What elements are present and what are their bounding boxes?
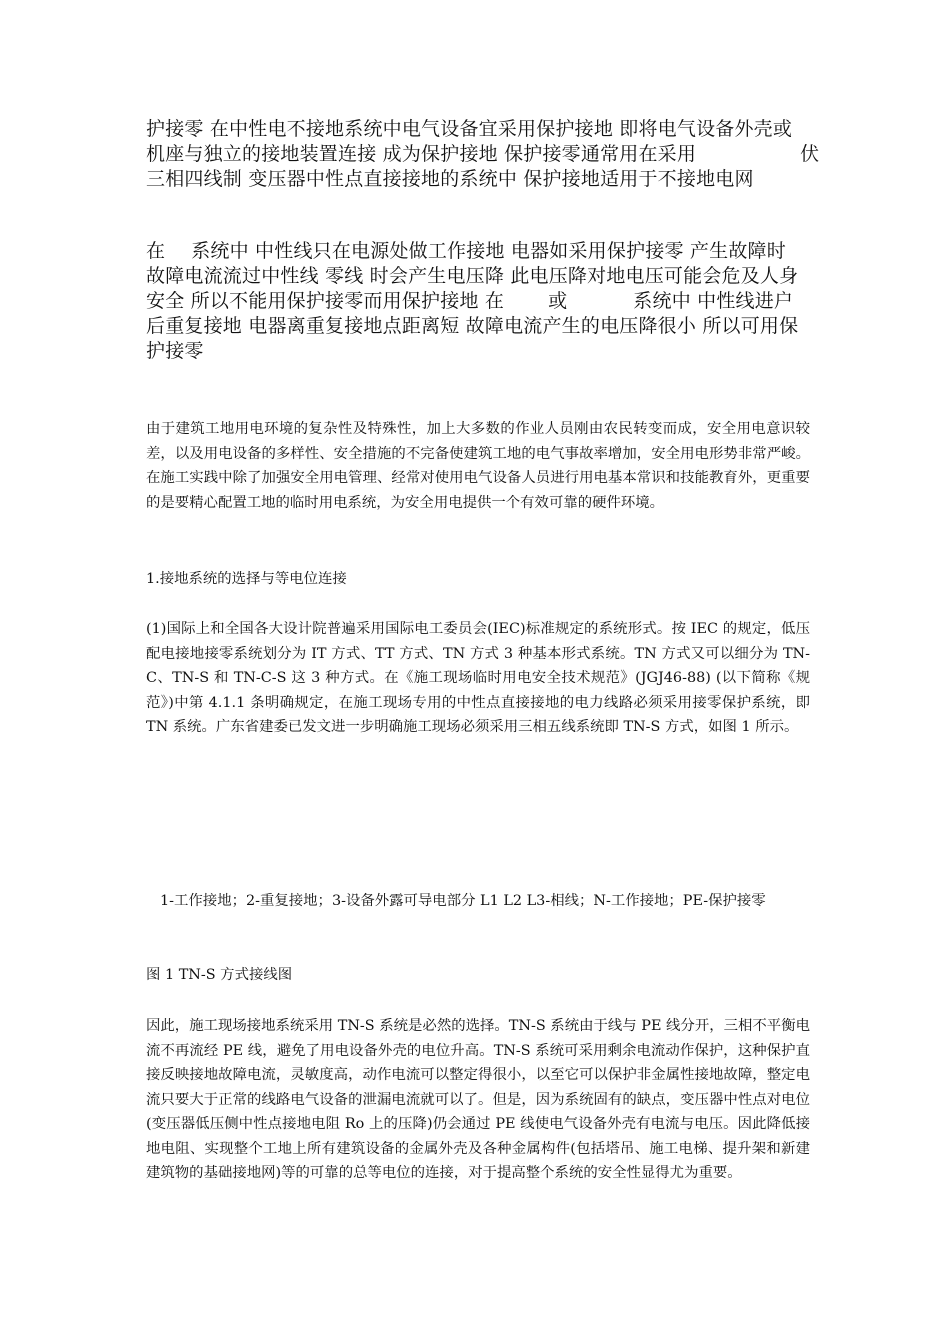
intro-b-line-2: 故障电流流过中性线 零线 时会产生电压降 此电压降对地电压可能会危及人身 xyxy=(146,265,799,287)
intro-a-line-1: 护接零 在中性电不接地系统中电气设备宜采用保护接地 即将电气设备外壳或 xyxy=(146,118,793,140)
intro-b-line-3-or: 或 xyxy=(548,290,568,312)
intro-b-line-1-text: 系统中 中性线只在电源处做工作接地 电器如采用保护接零 产生故障时 xyxy=(191,240,786,262)
figure-legend-text: 1-工作接地；2-重复接地；3-设备外露可导电部分 L1 L2 L3-相线；N-工作接地；PE-保护接零 xyxy=(160,893,766,909)
intro-a-line-2-end: 伏 xyxy=(800,143,820,165)
intro-b-line-3-text: 安全 所以不能用保护接零而用保护接地 在 xyxy=(146,290,505,312)
body-paragraph-1: 由于建筑工地用电环境的复杂性及特殊性，加上大多数的作业人员刚由农民转变而成，安全用电意识较差，以及用电设备的多样性、安全措施的不完备使建筑工地的电气事故率增加，安全用电形势非常严峻。在施工实践中除了加强安全用电管理、经常对使用电气设备人员进行用电基本常识和技能教育外，更重要的是要精心配置工地的临时用电系统，为安全用电提供一个有效可靠的硬件环境。 xyxy=(146,421,810,511)
section-heading: 1.接地系统的选择与等电位连接 xyxy=(146,571,347,587)
body-paragraph-2: (1)国际上和全国各大设计院普遍采用国际电工委员会(IEC)标准规定的系统形式。按 IEC 的规定，低压配电接地接零系统划分为 IT 方式、TT 方式、TN 方式 3 种基本形式系统。TN 方式又可以细分为 TN-C、TN-S 和 TN-C-S 这 3 种方式。在《施工现场临时用电安全技术规范》(JGJ46-88) (以下简称《规范》)中第 4.1.1 条明确规定，在施工现场专用的中性点直接接地的电力线路必须采用接零保护系统，即 TN 系统。广东省建委已发文进一步明确施工现场必须采用三相五线系统即 TN-S 方式，如图 1 所示。 xyxy=(146,621,810,735)
intro-a-line-2-text: 机座与独立的接地装置连接 成为保护接地 保护接零通常用在采用 xyxy=(146,143,697,165)
intro-a-line-3: 三相四线制 变压器中性点直接接地的系统中 保护接地适用于不接地电网 xyxy=(146,168,754,190)
figure-legend xyxy=(146,889,810,914)
intro-b-line-1 xyxy=(146,239,810,264)
intro-a-line-2 xyxy=(146,142,820,167)
body-paragraph-3: 因此，施工现场接地系统采用 TN-S 系统是必然的选择。TN-S 系统由于线与 PE 线分开，三相不平衡电流不再流经 PE 线，避免了用电设备外壳的电位升高。TN-S 系统可采用剩余电流动作保护，这种保护直接反映接地故障电流，灵敏度高，动作电流可以整定得很小，以至它可以保护非金属性接地故障，整定电流只要大于正常的线路电气设备的泄漏电流就可以了。但是，因为系统固有的缺点，变压器中性点对电位(变压器低压侧中性点接地电阻 Ro 上的压降)仍会通过 PE 线使电气设备外壳有电流与电压。因此降低接地电阻、实现整个工地上所有建筑设备的金属外壳及各种金属构件(包括塔吊、施工电梯、提升架和新建建筑物的基础接地网)等的可靠的总等电位的连接，对于提高整个系统的安全性显得尤为重要。 xyxy=(146,1018,810,1181)
intro-b-line-1-start: 在 xyxy=(146,240,166,262)
intro-b-line-5: 护接零 xyxy=(146,340,204,362)
intro-paragraph-b xyxy=(146,239,810,364)
intro-b-line-4: 后重复接地 电器离重复接地点距离短 故障电流产生的电压降很小 所以可用保 xyxy=(146,315,799,337)
intro-paragraph-a xyxy=(146,117,820,192)
intro-b-line-3-end: 系统中 中性线进户 xyxy=(633,290,794,312)
intro-b-line-3 xyxy=(146,289,810,314)
figure-caption: 图 1 TN-S 方式接线图 xyxy=(146,967,293,983)
